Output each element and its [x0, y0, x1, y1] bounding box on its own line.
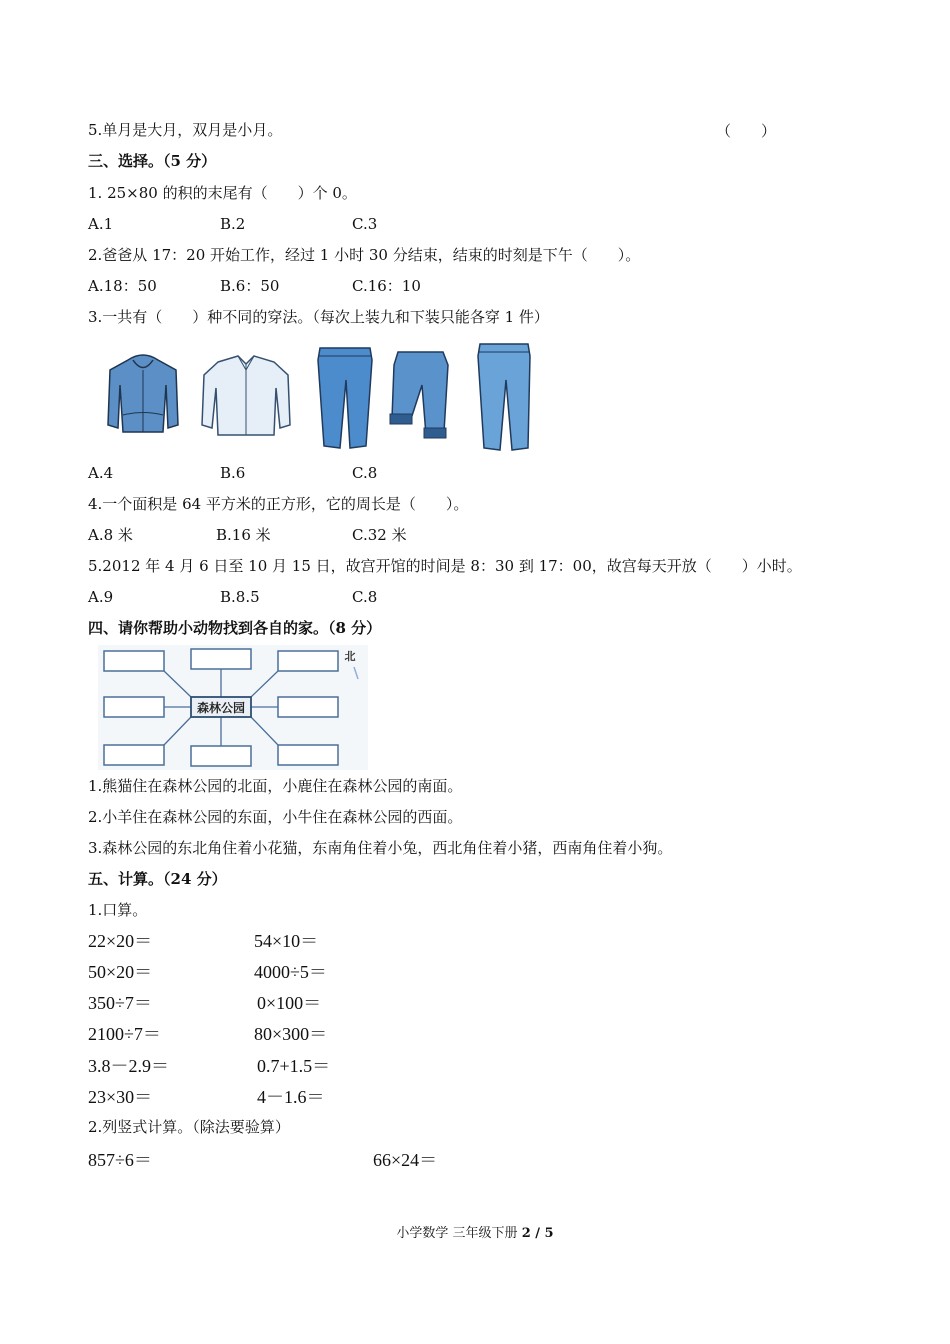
map-box-ne — [278, 651, 338, 671]
oral-right-6: 4－1.6＝ — [257, 1087, 325, 1107]
option-c: C.3 — [352, 215, 378, 233]
map-north-label: 北 — [344, 650, 356, 663]
q2-item5-answer-paren: （ ） — [716, 122, 777, 140]
option-a: A.8 米 — [88, 526, 133, 544]
vertical-calc-1: 857÷6＝ — [88, 1150, 152, 1170]
s3-q1-text: 1. 25×80 的积的末尾有（ ）个 0。 — [88, 184, 357, 202]
map-box-se — [278, 745, 338, 765]
s5-sub2: 2.列竖式计算。（除法要验算） — [88, 1118, 290, 1136]
option-c: C.16：10 — [352, 277, 421, 295]
oral-right-4: 80×300＝ — [254, 1024, 328, 1044]
option-a: A.9 — [88, 588, 114, 606]
footer-page-number: 2 / 5 — [521, 1226, 554, 1241]
option-a: A.1 — [88, 215, 114, 233]
option-c: C.32 米 — [352, 526, 407, 544]
oral-left-3: 350÷7＝ — [88, 993, 152, 1013]
option-b: B.8.5 — [220, 588, 260, 606]
map-box-nw — [104, 651, 164, 671]
s3-q5-text: 5.2012 年 4 月 6 日至 10 月 15 日，故宫开馆的时间是 8：30 到 17：00，故宫每天开放（ ）小时。 — [88, 557, 802, 575]
map-center-label: 森林公园 — [196, 701, 246, 715]
oral-left-5: 3.8－2.9＝ — [88, 1056, 169, 1076]
option-a: A.4 — [88, 464, 114, 482]
oral-left-6: 23×30＝ — [88, 1087, 153, 1107]
forest-park-map — [98, 645, 368, 770]
oral-left-1: 22×20＝ — [88, 931, 153, 951]
map-box-e — [278, 697, 338, 717]
hoodie-image — [108, 355, 178, 432]
page-footer — [0, 1222, 950, 1241]
s3-q4-text: 4.一个面积是 64 平方米的正方形，它的周长是（ ）。 — [88, 495, 469, 513]
vertical-calc-2: 66×24＝ — [373, 1150, 438, 1170]
s5-sub1: 1.口算。 — [88, 901, 148, 919]
clothes-illustration — [88, 340, 548, 455]
section3-title: 三、选择。（5 分） — [88, 152, 217, 170]
s3-q3-text: 3.一共有（ ）种不同的穿法。（每次上装九和下装只能各穿 1 件） — [88, 308, 549, 326]
option-b: B.6：50 — [220, 277, 280, 295]
oral-left-2: 50×20＝ — [88, 962, 153, 982]
jeans-image-2 — [390, 352, 448, 438]
map-box-sw — [104, 745, 164, 765]
option-b: B.6 — [220, 464, 246, 482]
section4-title: 四、请你帮助小动物找到各自的家。（8 分） — [88, 619, 382, 637]
oral-right-5: 0.7+1.5＝ — [257, 1056, 331, 1076]
jeans-image-3 — [478, 344, 530, 450]
jeans-image-1 — [318, 348, 372, 448]
option-b: B.16 米 — [216, 526, 271, 544]
map-box-n — [191, 649, 251, 669]
q2-item5-text: 5.单月是大月，双月是小月。 — [88, 121, 283, 139]
oral-left-4: 2100÷7＝ — [88, 1024, 161, 1044]
s3-q2-text: 2.爸爸从 17：20 开始工作，经过 1 小时 30 分结束，结束的时刻是下午（ ）。 — [88, 246, 641, 264]
footer-label: 小学数学 三年级下册 — [396, 1226, 522, 1241]
option-c: C.8 — [352, 464, 378, 482]
oral-right-3: 0×100＝ — [257, 993, 322, 1013]
s4-item-3: 3.森林公园的东北角住着小花猫，东南角住着小兔，西北角住着小猪，西南角住着小狗。 — [88, 839, 673, 857]
option-b: B.2 — [220, 215, 246, 233]
shirt-image — [202, 356, 290, 435]
oral-right-1: 54×10＝ — [254, 931, 319, 951]
s4-item-2: 2.小羊住在森林公园的东面，小牛住在森林公园的西面。 — [88, 808, 463, 826]
oral-right-2: 4000÷5＝ — [254, 962, 327, 982]
map-box-s — [191, 746, 251, 766]
option-c: C.8 — [352, 588, 378, 606]
s4-item-1: 1.熊猫住在森林公园的北面，小鹿住在森林公园的南面。 — [88, 777, 463, 795]
option-a: A.18：50 — [88, 277, 157, 295]
section5-title: 五、计算。（24 分） — [88, 870, 227, 888]
map-box-w — [104, 697, 164, 717]
